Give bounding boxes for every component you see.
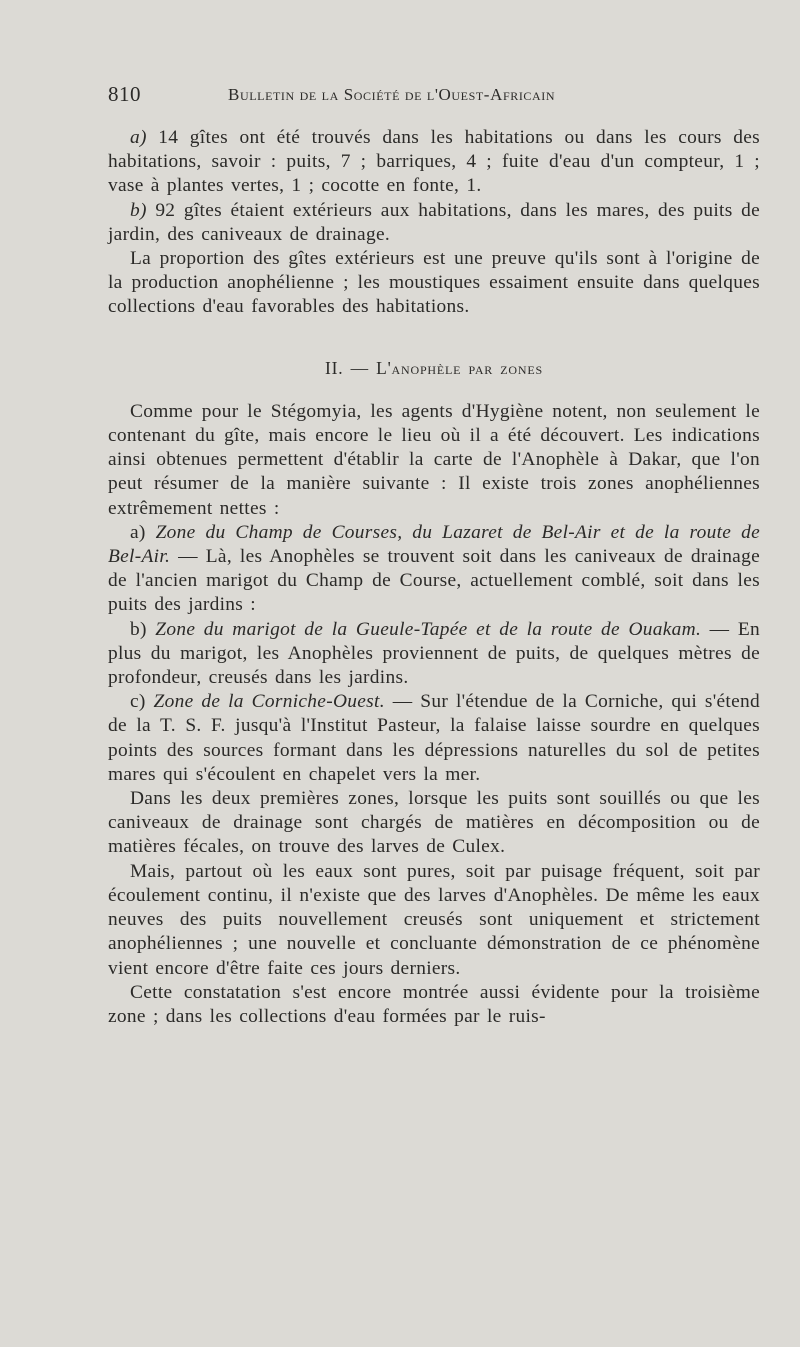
item-label: a) bbox=[130, 521, 146, 543]
paragraph: Mais, partout où les eaux sont pures, soit par puisage fréquent, soit par écoulement continu, il n'existe que des larves d'Anophèles. De même les eaux neuves des puits nouvellement creusés sont uniquement et strictement anophéliennes ; une nouvelle et concluante démonstration de ce phénomène vient encore d'être faite ces jours derniers. bbox=[108, 860, 760, 979]
item-text: — En plus du marigot, les Anophèles proviennent de puits, de quelques mètres de profondeur, creusés dans les jardins. bbox=[108, 618, 760, 689]
list-item bbox=[108, 199, 760, 247]
page-number: 810 bbox=[108, 82, 141, 106]
paragraph: La proportion des gîtes extérieurs est une preuve qu'ils sont à l'origine de la production anophélienne ; les moustiques essaiment ensuite dans quelques collections d'eau favorables des habitations. bbox=[108, 248, 760, 318]
paragraph: Comme pour le Stégomyia, les agents d'Hygiène notent, non seulement le contenant du gîte, mais encore le lieu où il a été découvert. Les indications ainsi obtenues permettent d'établir la carte de l'Anophèle à Dakar, que l'on peut résumer de la manière suivante : Il existe trois zones anophéliennes extrêmement nettes : bbox=[108, 400, 760, 519]
item-label: c) bbox=[130, 691, 146, 713]
zone-title: Zone de la Corniche-Ouest. bbox=[153, 691, 385, 713]
item-text: — Sur l'étendue de la Corniche, qui s'étend de la T. S. F. jusqu'à l'Institut Pasteur, la falaise laisse sourdre en quelques points des sources formant dans les dépressions naturelles du sol de petites mares qui s'écoulent en chapelet vers la mer. bbox=[108, 691, 760, 785]
paragraph: Cette constatation s'est encore montrée aussi évidente pour la troisième zone ; dans les collections d'eau formées par le ruis- bbox=[108, 981, 760, 1027]
section-heading: II. — L'anophèle par zones bbox=[325, 357, 543, 378]
item-label: b) bbox=[130, 199, 147, 221]
zone-title: Zone du marigot de la Gueule-Tapée et de la route de Ouakam. bbox=[155, 618, 702, 640]
zone-title: Zone du Champ de Courses, du Lazaret de Bel-Air et de la route de Bel-Air. bbox=[108, 521, 760, 568]
page-header bbox=[108, 82, 760, 110]
list-item bbox=[108, 618, 760, 691]
list-item bbox=[108, 521, 760, 618]
item-label: a) bbox=[130, 127, 147, 148]
list-item bbox=[108, 126, 760, 199]
item-text: — Là, les Anophèles se trouvent soit dans les caniveaux de drainage de l'ancien marigot du Champ de Course, actuellement comblé, soit dans les puits des jardins : bbox=[108, 546, 760, 616]
item-label: b) bbox=[130, 618, 147, 640]
list-item bbox=[108, 690, 760, 787]
paragraph: Dans les deux premières zones, lorsque les puits sont souillés ou que les caniveaux de drainage sont chargés de matières en décomposition ou de matières fécales, on trouve des larves de Culex. bbox=[108, 788, 760, 858]
running-title: Bulletin de la Société de l'Ouest-Africain bbox=[228, 85, 556, 104]
body-text bbox=[108, 126, 760, 1029]
item-text: 92 gîtes étaient extérieurs aux habitations, dans les mares, des puits de jardin, des caniveaux de drainage. bbox=[108, 199, 760, 245]
item-text: 14 gîtes ont été trouvés dans les habitations ou dans les cours des habitations, savoir : puits, 7 ; barriques, 4 ; fuite d'eau d'un compteur, 1 ; vase à plantes vertes, 1 ; cocotte en fonte, 1. bbox=[108, 127, 760, 197]
